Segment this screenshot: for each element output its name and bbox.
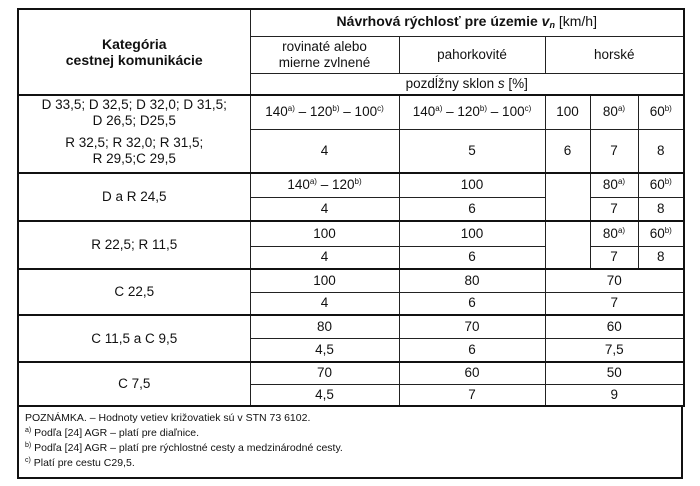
speed-flat-cell: 70	[250, 362, 399, 384]
notes-box	[17, 407, 683, 479]
category-cell-c115: C 11,5 a C 9,5	[18, 315, 250, 362]
note-a-mark: a)	[25, 427, 32, 434]
table-row	[18, 173, 684, 197]
speed-hilly-cell: 100	[399, 221, 545, 246]
category-cell-r	[18, 129, 250, 173]
category-cell-d	[18, 95, 250, 129]
category-cell-c75: C 7,5	[18, 362, 250, 406]
slope-mountain-3-cell: 8	[638, 197, 684, 221]
category-d-line1: D 33,5; D 32,5; D 32,0; D 31,5;	[41, 97, 227, 112]
speed-flat-cell: 140$^{a)}$ – 120$^{b)}$	[250, 173, 399, 197]
slope-mountain-2-cell: 7	[590, 246, 638, 269]
note-c-text: Platí pre cestu C29,5.	[30, 457, 135, 469]
note-a	[25, 426, 675, 441]
category-cell-dr245: D a R 24,5	[18, 173, 250, 221]
speed-flat-cell: 140$^{a)}$ – 120$^{b)}$ – 100$^{c)}$	[250, 95, 399, 129]
slope-header	[250, 73, 684, 95]
slope-hilly-cell: 5	[399, 129, 545, 173]
speed-hilly-cell: 80	[399, 269, 545, 292]
table-row	[18, 221, 684, 246]
speed-mountain-2-cell: 80$^{a)}$	[590, 173, 638, 197]
slope-unit: [%]	[504, 75, 528, 91]
speed-flat-cell: 80	[250, 315, 399, 338]
slope-hilly-cell: 6	[399, 246, 545, 269]
speed-mountain-2-cell: 80$^{a)}$	[590, 95, 638, 129]
slope-hilly-cell: 6	[399, 292, 545, 315]
table-row	[18, 269, 684, 292]
terrain-hilly-header: pahorkovité	[399, 36, 545, 73]
speed-variable: v	[541, 12, 550, 29]
slope-mountain-cell: 7,5	[545, 338, 684, 362]
table-row	[18, 95, 684, 129]
table-row	[18, 129, 684, 173]
design-speed-title: Návrhová rýchlosť pre územie	[336, 12, 542, 29]
category-r-line2: R 29,5;C 29,5	[92, 150, 176, 166]
note-b-mark: b)	[25, 442, 32, 449]
note-b-text: Podľa [24] AGR – platí pre rýchlostné cesty a medzinárodné cesty.	[31, 442, 343, 454]
slope-hilly-cell: 7	[399, 384, 545, 406]
speed-hilly-cell: 140$^{a)}$ – 120$^{b)}$ – 100$^{c)}$	[399, 95, 545, 129]
category-r-line1: R 32,5; R 32,0; R 31,5;	[65, 134, 204, 150]
category-header-line1: Kategória	[101, 36, 167, 52]
note-c-mark: c)	[25, 457, 31, 464]
speed-flat-cell: 100	[250, 221, 399, 246]
note-c	[25, 456, 675, 471]
slope-variable: s	[497, 75, 505, 91]
slope-mountain-2-cell: 7	[590, 197, 638, 221]
terrain-flat-line2: mierne zvlnené	[278, 54, 371, 70]
note-b	[25, 441, 675, 456]
speed-variable-subscript: n	[549, 19, 555, 30]
note-main: POZNÁMKA. – Hodnoty vetiev križovatiek sú v STN 73 6102.	[25, 412, 311, 424]
slope-mountain-cell: 7	[545, 292, 684, 315]
slope-hilly-cell: 6	[399, 338, 545, 362]
slope-flat-cell: 4	[250, 129, 399, 173]
slope-mountain-2-cell: 7	[590, 129, 638, 173]
empty-mountain-cell	[545, 173, 590, 221]
speed-table-document	[17, 8, 683, 479]
terrain-flat-header	[250, 36, 399, 73]
speed-mountain-3-cell: 60$^{b)}$	[638, 221, 684, 246]
header-row-title	[18, 9, 684, 36]
slope-mountain-cell: 9	[545, 384, 684, 406]
terrain-flat-line1: rovinaté alebo	[282, 38, 367, 54]
speed-mountain-3-cell: 60$^{b)}$	[638, 173, 684, 197]
table-row	[18, 362, 684, 384]
slope-mountain-3-cell: 8	[638, 246, 684, 269]
speed-hilly-cell: 70	[399, 315, 545, 338]
note-a-text: Podľa [24] AGR – platí pre diaľnice.	[31, 427, 200, 439]
speed-unit: [km/h]	[554, 12, 597, 29]
speed-mountain-cell: 60	[545, 315, 684, 338]
design-speed-header	[250, 9, 684, 36]
category-cell-r225: R 22,5; R 11,5	[18, 221, 250, 269]
slope-flat-cell: 4	[250, 197, 399, 221]
slope-flat-cell: 4	[250, 246, 399, 269]
category-d-line2: D 26,5; D25,5	[92, 113, 176, 128]
speed-mountain-1-cell: 100	[545, 95, 590, 129]
category-header	[18, 9, 250, 95]
speed-hilly-cell: 60	[399, 362, 545, 384]
terrain-mountain-header: horské	[545, 36, 684, 73]
slope-mountain-1-cell: 6	[545, 129, 590, 173]
speed-mountain-cell: 50	[545, 362, 684, 384]
table-row	[18, 315, 684, 338]
empty-mountain-cell	[545, 221, 590, 269]
speed-flat-cell: 100	[250, 269, 399, 292]
speed-mountain-cell: 70	[545, 269, 684, 292]
speed-hilly-cell: 100	[399, 173, 545, 197]
category-cell-c225: C 22,5	[18, 269, 250, 315]
slope-mountain-3-cell: 8	[638, 129, 684, 173]
slope-label: pozdĺžny sklon	[405, 75, 498, 91]
speed-mountain-3-cell: 60$^{b)}$	[638, 95, 684, 129]
category-header-line2: cestnej komunikácie	[65, 52, 203, 68]
slope-flat-cell: 4,5	[250, 338, 399, 362]
slope-flat-cell: 4,5	[250, 384, 399, 406]
slope-flat-cell: 4	[250, 292, 399, 315]
speed-mountain-2-cell: 80$^{a)}$	[590, 221, 638, 246]
slope-hilly-cell: 6	[399, 197, 545, 221]
design-speed-table	[17, 8, 685, 407]
